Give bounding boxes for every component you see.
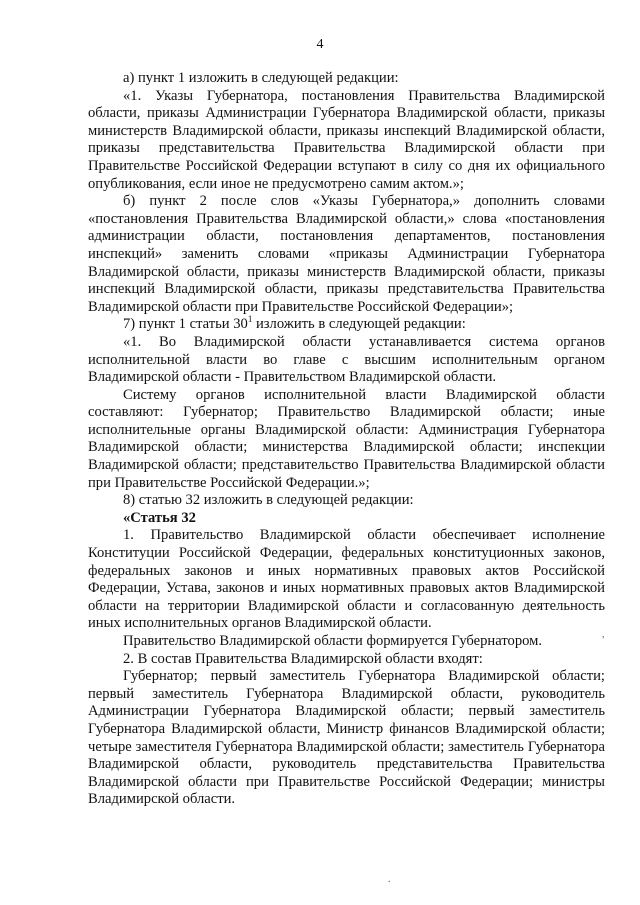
article-32-point-1: 1. Правительство Владимирской области обеспечивает исполнение Конституции Российской Федерации, федеральных конституционных законов, федеральных законов и иных нормативных правовых актов Российской Федерации, Устава, законов и иных нормативных правовых актов Владимирской области на территории Владимирской области и согласованную деятельность иных исполнительных органов Владимирской области. [88,527,605,632]
article-32-composition: Губернатор; первый заместитель Губернатора Владимирской области; первый заместитель Губернатора Владимирской области, руководитель Администрации Губернатора Владимирской области; первый заместитель Губернатора Владимирской области, Министр финансов Владимирской области; четыре заместителя Губернатора Владимирской области; заместитель Губернатора Владимирской области, руководитель представительства Правительства Владимирской области при Правительстве Российской Федерации; министры Владимирской области. [88,668,605,808]
paragraph-item-7-point-1: «1. Во Владимирской области устанавливается система органов исполнительной власти во главе с высшим исполнительным органом Владимирской области - Правительством Владимирской области. [88,333,605,386]
article-32-point-2: 2. В состав Правительства Владимирской области входят: [123,650,483,667]
paragraph-item-8-heading: 8) статью 32 изложить в следующей редакции: [123,492,414,509]
scan-mark: , [602,629,605,640]
item-7-text-before: 7) пункт 1 статьи 30 [123,316,248,333]
paragraph-item-a-heading: а) пункт 1 изложить в следующей редакции: [123,70,399,86]
item-7-superscript: 1 [247,314,253,325]
article-32-formation: Правительство Владимирской области формируется Губернатором. [123,633,543,649]
item-7-text-after: изложить в следующей редакции: [252,316,466,333]
paragraph-item-7-heading [88,316,605,334]
paragraph-item-b: б) пункт 2 после слов «Указы Губернатора,» дополнить словами «постановления Правительства Владимирской области,» слова «постановления администрации области, постановления департаментов, постановления инспекций» заменить словами «приказы Администрации Губернатора Владимирской области, приказы министерств Владимирской области, приказы инспекций Владимирской области, приказы представительства Правительства Владимирской области при Правительстве Российской Федерации»; [88,193,605,315]
page-number: 4 [316,37,324,52]
scan-dot: . [388,874,391,885]
paragraph-item-7-system: Систему органов исполнительной власти Владимирской области составляют: Губернатор; Правительство Владимирской области; иные исполнительные органы Владимирской области: Администрация Губернатора Владимирской области; министерства Владимирской области; инспекции Владимирской области; представительство Правительства Владимирской области при Правительстве Российской Федерации.»; [88,386,605,491]
document-body [88,70,605,809]
paragraph-item-a-text: «1. Указы Губернатора, постановления Правительства Владимирской области, приказы Администрации Губернатора Владимирской области, приказы министерств Владимирской области, приказы инспекций Владимирской области, приказы представительства Правительства Владимирской области при Правительстве Российской Федерации вступают в силу со дня их официального опубликования, если иное не предусмотрено самим актом.»; [88,87,605,192]
article-32-title: «Статья 32 [123,509,196,526]
